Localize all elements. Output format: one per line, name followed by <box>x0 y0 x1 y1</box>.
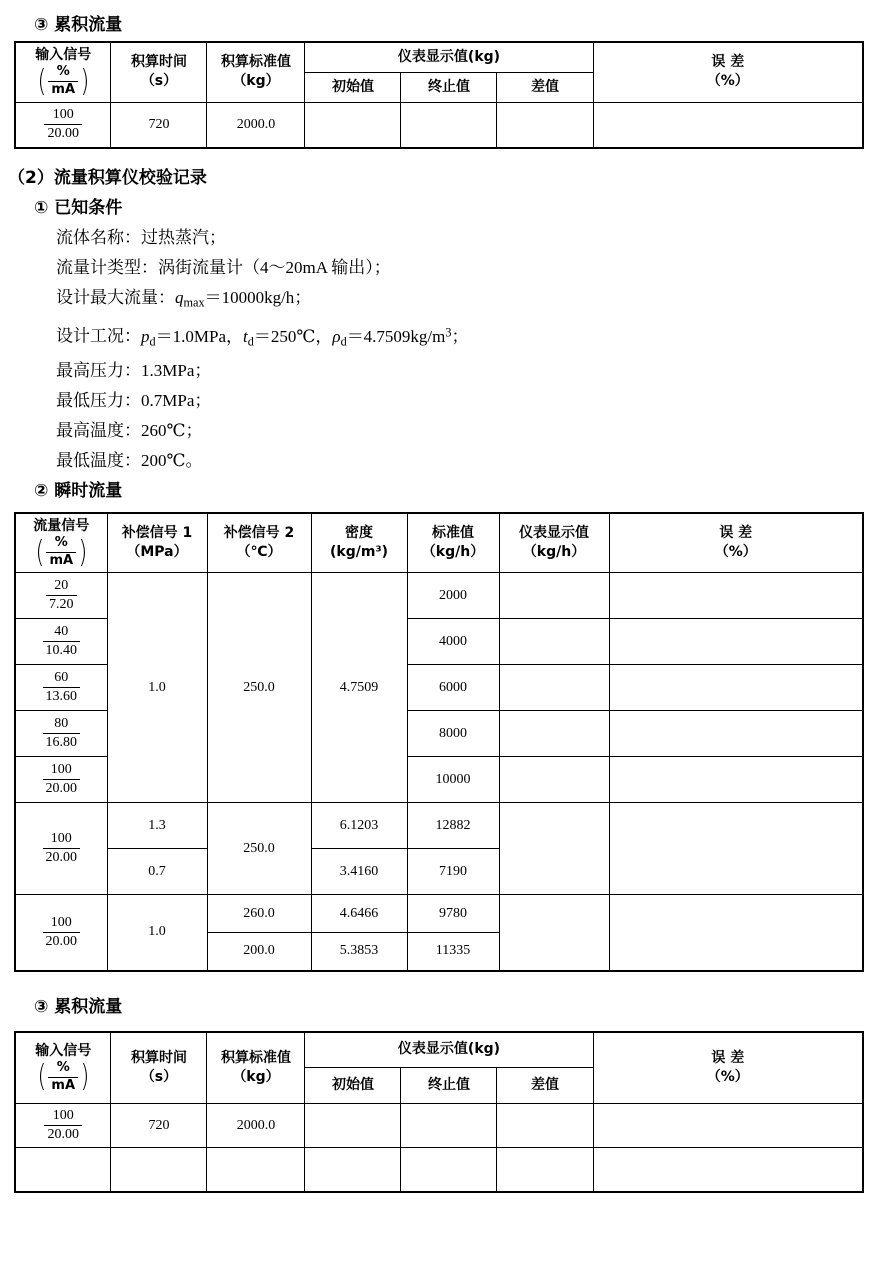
cell-standard-value: 2000.0 <box>207 102 305 148</box>
header-error-label: 误 差 <box>711 1049 745 1066</box>
condition-max-flow-value: $q_{max}=10000kg/h$； <box>175 288 312 310</box>
cell-comp2: 250.0 <box>207 803 311 895</box>
cell-diff-value[interactable] <box>497 102 593 148</box>
table-row <box>15 573 863 619</box>
cell-sig-den: 13.60 <box>45 689 77 705</box>
cell-integration-time[interactable] <box>111 1148 207 1192</box>
cell-flow-signal <box>15 711 107 757</box>
cell-standard: 12882 <box>407 803 499 849</box>
header-initial-value: 初始值 <box>305 1068 401 1104</box>
paren-right: ) <box>80 63 90 99</box>
cell-comp2: 260.0 <box>207 895 311 933</box>
cell-standard: 9780 <box>407 895 499 933</box>
cell-flow-signal <box>15 665 107 711</box>
cell-sig-den: 7.20 <box>49 597 74 613</box>
cell-display[interactable] <box>499 665 609 711</box>
cell-density: 6.1203 <box>311 803 407 849</box>
header-input-signal-label: 输入信号 <box>35 1042 92 1059</box>
cell-density: 4.7509 <box>311 573 407 803</box>
cell-error[interactable] <box>609 573 863 619</box>
header-standard-value <box>207 42 305 102</box>
header-comp1-label: 补偿信号 1 <box>121 525 193 542</box>
header-density <box>311 513 407 572</box>
condition-min-temperature <box>0 446 878 476</box>
cell-diff-value[interactable] <box>497 1104 593 1148</box>
header-comp1-unit: （MPa） <box>126 544 188 561</box>
cell-input-signal[interactable] <box>15 1148 111 1192</box>
cell-final-value[interactable] <box>401 102 497 148</box>
header-meter-display: 仪表显示值(kg) <box>305 1032 593 1068</box>
header-input-signal-unit <box>36 1061 91 1094</box>
condition-meter-type-label: 流量计类型： <box>56 258 158 277</box>
cell-comp2: 200.0 <box>207 933 311 971</box>
table-row <box>15 803 863 849</box>
header-diff-value: 差值 <box>497 1068 593 1104</box>
table-cumulative-bottom-wrap <box>0 1031 878 1193</box>
header-integration-time <box>111 1032 207 1104</box>
heading-cumulative-flow-top: ③ 累积流量 <box>34 15 123 35</box>
cell-standard: 4000 <box>407 619 499 665</box>
table-row <box>15 102 863 148</box>
header-error-unit: （%） <box>706 73 749 90</box>
condition-max-pressure-value: 1.3MPa； <box>141 361 212 381</box>
cell-error-value[interactable] <box>593 102 863 148</box>
cell-input-den: 20.00 <box>47 1127 79 1143</box>
cell-flow-signal <box>15 757 107 803</box>
cell-sig-num: 80 <box>43 716 81 734</box>
cell-initial-value[interactable] <box>305 1104 401 1148</box>
cell-final-value[interactable] <box>401 1148 497 1192</box>
cell-integration-time: 720 <box>111 1104 207 1148</box>
paren-left: ( <box>37 63 46 99</box>
cell-sig-den: 20.00 <box>45 781 77 797</box>
cell-error[interactable] <box>609 711 863 757</box>
table-cumulative-top <box>14 41 864 149</box>
header-comp-signal-1 <box>107 513 207 572</box>
condition-max-temperature-label: 最高温度： <box>56 421 141 441</box>
header-flow-unit-num: % <box>46 536 76 553</box>
header-input-signal-label: 输入信号 <box>35 47 92 64</box>
condition-min-pressure-value: 0.7MPa； <box>141 391 212 411</box>
table-row-header <box>15 513 863 572</box>
cell-sig-num: 40 <box>43 624 81 642</box>
cell-flow-signal <box>15 573 107 619</box>
header-flow-signal <box>15 513 107 572</box>
paren-right: ) <box>78 534 88 570</box>
cell-density: 5.3853 <box>311 933 407 971</box>
condition-max-temperature <box>0 416 878 446</box>
header-input-unit-num: % <box>48 65 78 82</box>
table-instant-flow <box>14 512 864 971</box>
header-input-signal <box>15 42 111 102</box>
header-display-unit: （kg/h） <box>522 544 586 561</box>
condition-meter-type <box>0 253 878 283</box>
header-error-label: 误 差 <box>711 54 745 71</box>
header-input-signal <box>15 1032 111 1104</box>
cell-sig-den: 20.00 <box>45 850 77 866</box>
header-display <box>499 513 609 572</box>
cell-standard: 7190 <box>407 849 499 895</box>
cell-comp2: 250.0 <box>207 573 311 803</box>
table-instant-wrap <box>0 512 878 971</box>
cell-density: 4.6466 <box>311 895 407 933</box>
condition-max-flow <box>0 283 878 317</box>
table-row <box>15 895 863 933</box>
header-integration-time-label: 积算时间 <box>130 1049 187 1066</box>
cell-initial-value[interactable] <box>305 1148 401 1192</box>
condition-min-temperature-label: 最低温度： <box>56 451 141 471</box>
header-error <box>593 1032 863 1104</box>
cell-standard-value[interactable] <box>207 1148 305 1192</box>
paren-right: ) <box>80 1059 90 1095</box>
header-error <box>609 513 863 572</box>
cell-sig-den: 10.40 <box>45 643 77 659</box>
header-input-unit-den: mA <box>51 1077 76 1093</box>
header-standard-value <box>207 1032 305 1104</box>
cell-error[interactable] <box>609 665 863 711</box>
header-comp2-label: 补偿信号 2 <box>223 525 295 542</box>
condition-min-pressure-label: 最低压力： <box>56 391 141 411</box>
cell-sig-num: 20 <box>46 578 77 596</box>
header-standard-value-unit: （kg） <box>232 1068 280 1085</box>
header-final-value: 终止值 <box>401 1068 497 1104</box>
table-row <box>15 1104 863 1148</box>
table-row-header-1 <box>15 1032 863 1068</box>
cell-sig-num: 100 <box>43 915 81 933</box>
header-standard-value-unit: （kg） <box>232 73 280 90</box>
cell-error[interactable] <box>609 757 863 803</box>
cell-standard: 6000 <box>407 665 499 711</box>
cell-sig-num: 60 <box>43 670 81 688</box>
header-integration-time <box>111 42 207 102</box>
condition-max-temperature-value: 260℃； <box>141 421 203 441</box>
cell-flow-signal <box>15 619 107 665</box>
header-input-unit-num: % <box>48 1061 78 1078</box>
cell-standard: 11335 <box>407 933 499 971</box>
cell-sig-den: 16.80 <box>45 735 77 751</box>
cell-standard-value: 2000.0 <box>207 1104 305 1148</box>
heading-cumulative-flow-bottom: ③ 累积流量 <box>34 996 123 1017</box>
condition-max-pressure-label: 最高压力： <box>56 361 141 381</box>
header-error <box>593 42 863 102</box>
header-standard-value-label: 积算标准值 <box>220 54 291 71</box>
condition-design-state-value: $p_d=1.0MPa$，$t_d=250℃$，$\rho_d=4.7509kg/m^3$； <box>141 325 469 349</box>
cell-sig-num: 100 <box>43 831 81 849</box>
condition-design-state-label: 设计工况： <box>56 326 141 346</box>
condition-meter-type-value: 涡街流量计（4～20mA 输出）； <box>158 258 391 277</box>
cell-input-num: 100 <box>44 1108 82 1126</box>
cell-comp1: 0.7 <box>107 849 207 895</box>
condition-max-flow-label: 设计最大流量： <box>56 288 175 307</box>
condition-design-state <box>0 317 878 356</box>
cell-density: 3.4160 <box>311 849 407 895</box>
cell-error[interactable] <box>609 619 863 665</box>
cell-flow-signal <box>15 803 107 895</box>
cell-input-num: 100 <box>44 107 82 125</box>
cell-display[interactable] <box>499 803 609 895</box>
header-comp2-unit: （℃） <box>236 544 282 561</box>
table-cumulative-bottom <box>14 1031 864 1193</box>
heading-known-conditions: ① 已知条件 <box>34 198 123 218</box>
cell-comp1: 1.0 <box>107 573 207 803</box>
cell-display[interactable] <box>499 619 609 665</box>
cell-display[interactable] <box>499 757 609 803</box>
header-integration-time-unit: （s） <box>140 73 178 90</box>
header-diff-value: 差值 <box>497 72 593 102</box>
cell-initial-value[interactable] <box>305 102 401 148</box>
condition-fluid-name-value: 过热蒸汽； <box>141 228 226 247</box>
cell-standard: 10000 <box>407 757 499 803</box>
header-density-label: 密度 <box>345 525 373 542</box>
paren-left: ( <box>37 1059 46 1095</box>
header-standard-label: 标准值 <box>432 525 474 542</box>
header-error-unit: （%） <box>714 544 757 561</box>
cell-comp1: 1.3 <box>107 803 207 849</box>
header-input-signal-unit <box>36 65 91 98</box>
cell-sig-num: 100 <box>43 762 81 780</box>
header-error-label: 误 差 <box>719 525 753 542</box>
paren-left: ( <box>35 534 44 570</box>
cell-input-signal <box>15 1104 111 1148</box>
header-integration-time-unit: （s） <box>140 1068 178 1085</box>
cell-error-value[interactable] <box>593 1104 863 1148</box>
cell-integration-time: 720 <box>111 102 207 148</box>
header-flow-signal-unit <box>34 536 89 569</box>
header-standard-value-label: 积算标准值 <box>220 1049 291 1066</box>
header-input-unit-den: mA <box>51 82 76 98</box>
cell-input-signal <box>15 102 111 148</box>
header-standard-unit: （kg/h） <box>421 544 485 561</box>
header-initial-value: 初始值 <box>305 72 401 102</box>
condition-fluid-name-label: 流体名称： <box>56 228 141 247</box>
header-comp-signal-2 <box>207 513 311 572</box>
cell-error-value[interactable] <box>593 1148 863 1192</box>
header-density-unit: (kg/m³) <box>330 544 388 561</box>
cell-final-value[interactable] <box>401 1104 497 1148</box>
header-integration-time-label: 积算时间 <box>130 54 187 71</box>
header-flow-unit-den: mA <box>49 553 74 569</box>
header-meter-display: 仪表显示值(kg) <box>305 42 593 72</box>
condition-min-pressure <box>0 386 878 416</box>
header-flow-signal-label: 流量信号 <box>33 518 90 535</box>
condition-fluid-name <box>0 223 878 253</box>
header-display-label: 仪表显示值 <box>519 525 589 542</box>
cell-standard: 2000 <box>407 573 499 619</box>
condition-max-pressure <box>0 356 878 386</box>
condition-min-temperature-value: 200℃。 <box>141 451 203 471</box>
table-row <box>15 1148 863 1192</box>
cell-input-den: 20.00 <box>47 126 79 142</box>
cell-display[interactable] <box>499 573 609 619</box>
header-final-value: 终止值 <box>401 72 497 102</box>
heading-section-2: （2）流量积算仪校验记录 <box>8 168 207 188</box>
cell-display[interactable] <box>499 895 609 971</box>
cell-sig-den: 20.00 <box>45 933 77 949</box>
header-standard <box>407 513 499 572</box>
cell-error[interactable] <box>609 895 863 971</box>
table-row-header-1 <box>15 42 863 72</box>
cell-standard: 8000 <box>407 711 499 757</box>
header-error-unit: （%） <box>706 1068 749 1085</box>
heading-instant-flow: ② 瞬时流量 <box>34 481 123 502</box>
cell-comp1: 1.0 <box>107 895 207 971</box>
table-cumulative-top-wrap <box>0 41 878 149</box>
cell-display[interactable] <box>499 711 609 757</box>
cell-flow-signal <box>15 895 107 971</box>
cell-diff-value[interactable] <box>497 1148 593 1192</box>
cell-error[interactable] <box>609 803 863 895</box>
